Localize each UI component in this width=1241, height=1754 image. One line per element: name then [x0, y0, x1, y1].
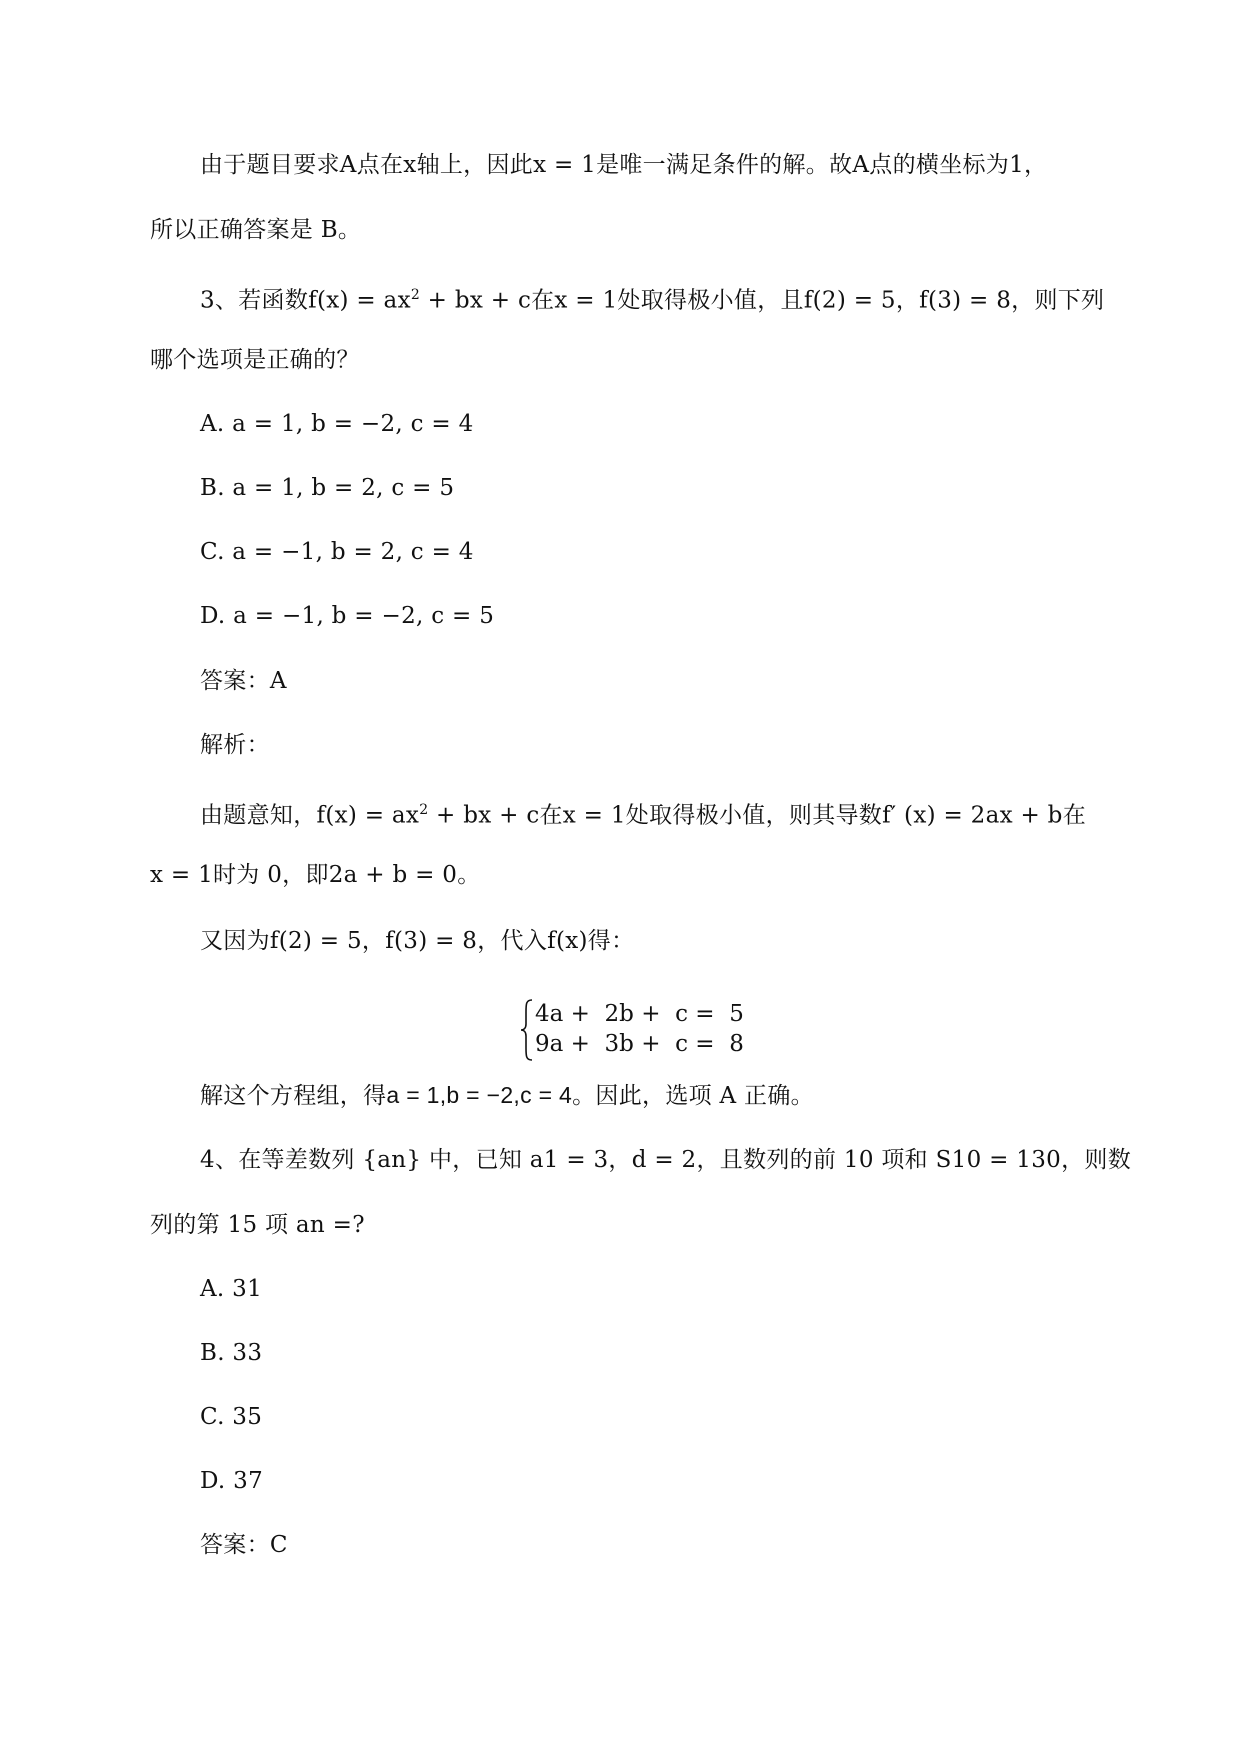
exponent: 2 — [410, 287, 421, 303]
equation-system — [519, 998, 759, 1062]
paragraph-line: 所以正确答案是 B。 — [150, 217, 362, 243]
solution-line — [200, 1080, 814, 1111]
question-3-stem — [200, 280, 1104, 316]
analysis-line: 又因为f(2) = 5，f(3) = 8，代入f(x)得： — [200, 928, 635, 954]
analysis-line — [200, 795, 1086, 831]
option-c: C. 35 — [200, 1404, 263, 1430]
equation-row: 9a + 3b + c = 8 — [535, 1031, 744, 1057]
solution-text-c: 。因此，选项 A 正确。 — [572, 1083, 814, 1109]
solution-text-a: 解这个方程组，得 — [200, 1083, 387, 1109]
analysis-text-a: 由题意知，f(x) = ax — [200, 802, 420, 829]
option-c: C. a = −1, b = 2, c = 4 — [200, 539, 474, 565]
option-a: A. 31 — [200, 1276, 262, 1302]
left-brace-icon — [519, 998, 535, 1062]
analysis-line: x = 1时为 0，即2a + b = 0。 — [150, 862, 481, 888]
option-b: B. a = 1, b = 2, c = 5 — [200, 475, 455, 501]
question-4-stem: 4、在等差数列 {an} 中，已知 a1 = 3，d = 2，且数列的前 10 项和 S10 = 130，则数 — [200, 1147, 1131, 1173]
option-d: D. 37 — [200, 1468, 264, 1494]
answer: 答案：A — [200, 668, 287, 694]
analysis-label: 解析： — [200, 732, 270, 758]
exponent: 2 — [419, 802, 429, 818]
question-3-text-a: 3、若函数f(x) = ax — [200, 287, 411, 314]
answer: 答案：C — [200, 1532, 288, 1558]
analysis-text-b: + bx + c在x = 1处取得极小值，则其导数f′ (x) = 2ax + b在 — [428, 802, 1086, 829]
question-3-text-b: + bx + c在x = 1处取得极小值，且f(2) = 5，f(3) = 8，则下列 — [420, 287, 1105, 314]
paragraph-line: 由于题目要求A点在x轴上，因此x = 1是唯一满足条件的解。故A点的横坐标为1， — [200, 152, 1048, 178]
equation-row: 4a + 2b + c = 5 — [535, 1001, 744, 1027]
option-b: B. 33 — [200, 1340, 263, 1366]
solution-values: a = 1,b = −2,c = 4 — [386, 1082, 573, 1108]
option-a: A. a = 1, b = −2, c = 4 — [200, 411, 474, 437]
question-4-stem-cont: 列的第 15 项 an =? — [150, 1212, 365, 1238]
question-3-stem-cont: 哪个选项是正确的？ — [150, 347, 360, 373]
option-d: D. a = −1, b = −2, c = 5 — [200, 603, 495, 629]
